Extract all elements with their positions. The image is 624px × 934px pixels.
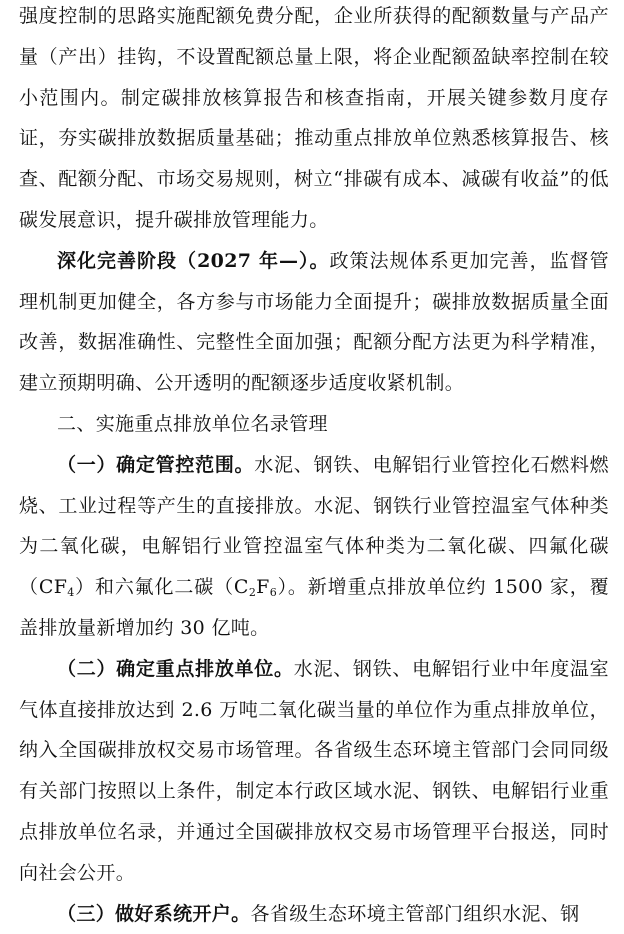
paragraph-lead: （一）确定管控范围。: [57, 453, 255, 476]
section-heading: [19, 404, 609, 445]
paragraph-text: 强度控制的思路实施配额免费分配，企业所获得的配额数量与产品产量（产出）挂钩，不设置配额总量上限，将企业配额盈缺率控制在较小范围内。制定碳排放核算报告和核查指南，开展关键参数月度存证，夯实碳排放数据质量基础；推动重点排放单位熟悉核算报告、核查、配额分配、市场交易规则，树立“排碳有成本、减碳有收益”的低碳发展意识，提升碳排放管理能力。: [19, 5, 609, 231]
paragraph-text: 水泥、钢铁、电解铝行业中年度温室气体直接排放达到 2.6 万吨二氧化碳当量的单位作为重点排放单位，纳入全国碳排放权交易市场管理。各省级生态环境主管部门会同同级有关部门按照以上条件，制定本行政区域水泥、钢铁、电解铝行业重点排放单位名录，并通过全国碳排放权交易市场管理平台报送，同时向社会公开。: [19, 657, 609, 884]
section-heading-text: 二、实施重点排放单位名录管理: [57, 412, 328, 435]
paragraph-text: ）和六氟化二碳（C: [74, 576, 249, 599]
paragraph-key-units: [19, 649, 609, 894]
subscript: 6: [269, 586, 278, 600]
subscript: 4: [67, 586, 75, 600]
paragraph-text: F: [256, 576, 270, 599]
paragraph-lead: （二）确定重点排放单位。: [57, 657, 294, 680]
paragraph-policy-phase-continuation: [19, 0, 609, 241]
paragraph-deepening-phase: [19, 241, 609, 404]
paragraph-text: 水泥、钢铁、电解铝行业管控化石燃料燃烧、工业过程等产生的直接排放。水泥、钢铁行业管控温室气体种类为二氧化碳，电解铝行业管控温室气体种类为二氧化碳、四氟化碳（CF: [19, 453, 609, 599]
paragraph-text: 政策法规体系更加完善，监督管理机制更加健全，各方参与市场能力全面提升；碳排放数据质量全面改善，数据准确性、完整性全面加强；配额分配方法更为科学精准，建立预期明确、公开透明的配额逐步适度收紧机制。: [19, 249, 609, 395]
subscript: 2: [248, 586, 257, 600]
paragraph-lead: 深化完善阶段（2027 年—）。: [57, 249, 330, 272]
document-page: [19, 0, 609, 934]
paragraph-text: ）。新增重点排放单位约 1500 家，覆盖排放量新增加约 30 亿吨。: [19, 576, 609, 639]
paragraph-control-scope: [19, 445, 609, 649]
paragraph-text: 各省级生态环境主管部门组织水泥、钢: [250, 902, 580, 925]
paragraph-account-opening: [19, 894, 609, 934]
paragraph-lead: （三）做好系统开户。: [57, 902, 251, 925]
